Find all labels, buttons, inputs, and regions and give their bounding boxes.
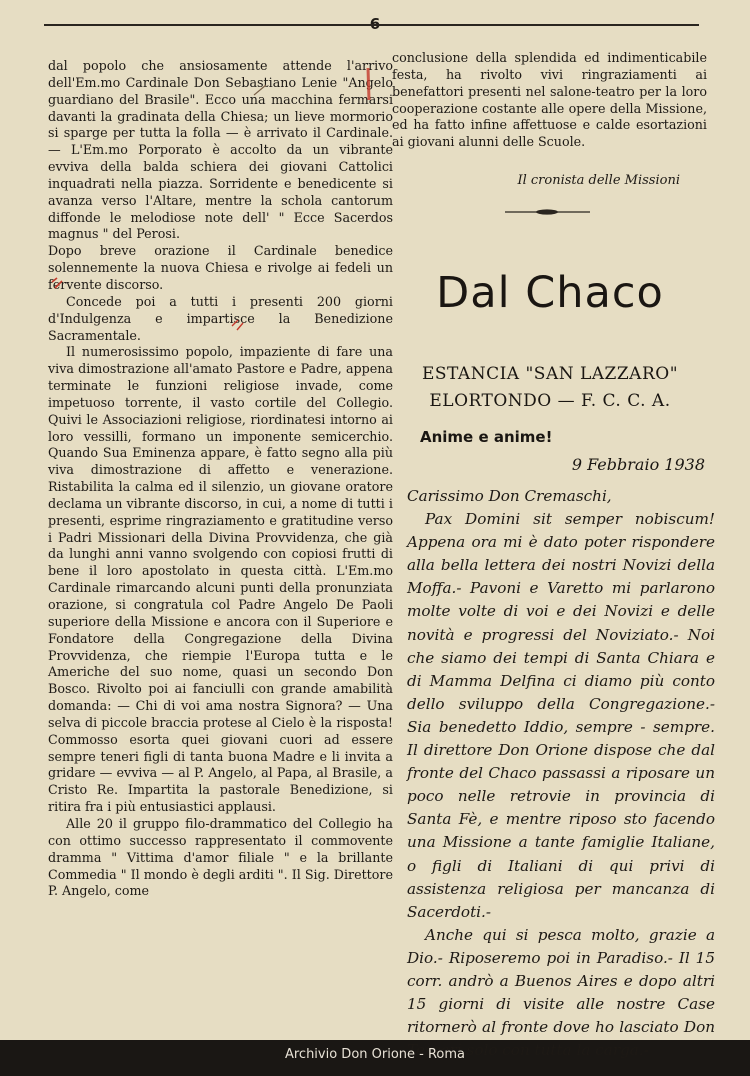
letter-body (407, 485, 715, 1062)
left-column (48, 58, 393, 900)
letter-date: 9 Febbraio 1938 (571, 455, 705, 474)
left-paragraph-3: Concede poi a tutti i presenti 200 giorni d'Indulgenza e impartisce la Benedizione Sacramentale. (48, 293, 393, 343)
left-paragraph-2: Dopo breve orazione il Cardinale benedice solennemente la nuova Chiesa e rivolge ai fedeli un fervente discorso. (48, 243, 393, 292)
location-block (395, 361, 705, 415)
location-line-1: ESTANCIA "SAN LAZZARO" (421, 364, 679, 384)
location-line-2: ELORTONDO — F. C. C. A. (429, 391, 671, 411)
right-column-continuation: conclusione della splendida ed indimenticabile festa, ha rivolto vivi ringraziamenti ai benefattori presenti nel salone-teatro per la loro cooperazione costante alle opere della Missione, ed ha fatto infine affettuose e calde esortazioni ai giovani alunni delle Scuole. (392, 50, 707, 150)
archive-footer: Archivio Don Orione - Roma (284, 1047, 466, 1062)
left-paragraph-4: Il numerosissimo popolo, impaziente di fare una viva dimostrazione all'amato Pastore e Padre, appena terminate le funzioni religiose invade, come impetuoso torrente, il vasto cortile del Collegio. Quivi le Associazioni religiose, riordinatesi intorno ai loro vessilli, formano un imponente semicerchio. Quando Sua Eminenza appare, è fatto segno alla più viva dimostrazione di affetto e venerazione. Ristabilita la calma ed il silenzio, un giovane oratore declama un vibrante discorso, in cui, a nome di tutti i presenti, esprime ringraziamento e gratitudine verso i Padri Missionari della Divina Provvidenza, che già da lunghi anni vanno svolgendo con copiosi frutti di bene il loro apostolato in questa città. L'Em.mo Cardinale rimarcando alcuni punti della pronunziata orazione, si congratula col Padre Angelo De Paoli superiore della Missione e ancora con il Superiore e Fondatore della Congregazione della Divina Provvidenza, che riempie l'Europa tutta e le Americhe del suo nome, quasi un secondo Don Bosco. Rivolto poi ai fanciulli con grande amabilità domanda: — Chi di voi ama nostra Signora? — Una selva di piccole braccia protese al Cielo è la risposta! Commosso esorta quei giovani cuori ad essere sempre teneri figli di tanta buona Madre e li invita a gridare — evviva — al P. Angelo, al Papa, al Brasile, a Cristo Re. Impartita la pastorale Benedizione, si ritira fra i più entusiastici applausi. (48, 344, 393, 815)
left-paragraph-1: dal popolo che ansiosamente attende l'arrivo dell'Em.mo Cardinale Don Sebastiano Lenie "Angelo guardiano del Brasile". Ecco una macchina fermarsi davanti la gradinata della Chiesa; un lieve mormorio si sparge per tutta la folla — è arrivato il Cardinale. — L'Em.mo Porporato è accolto da un vibrante evviva della balda schiera dei giovani Cattolici inquadrati nella piazza. Sorridente e benedicente si avanza verso l'Altare, mentre la schola cantorum diffonde le melodiose note dell' " Ecce Sacerdos magnus " del Perosi. (48, 58, 393, 242)
letter-paragraph-2: Anche qui si pesca molto, grazie a Dio.- Riposeremo poi in Paradiso.- Il 15 corr. andrò a Buenos Aires e dopo altri 15 giorni di visite alle nostre Case ritornerò al fronte dove ho lasciato Don Tessari solo con tutta la carga.- (407, 925, 715, 1060)
page-number: — 6 — (349, 15, 401, 33)
chronicler-signature: Il cronista delle Missioni (517, 173, 680, 188)
letter-salutation: Carissimo Don Cremaschi, (407, 487, 612, 505)
article-subheading: Anime e anime! (420, 428, 553, 446)
letter-paragraph-1: Pax Domini sit semper nobiscum! Appena ora mi è dato poter rispondere alla bella lettera dei nostri Novizi della Moffa.- Pavoni e Varetto mi parlarono molte volte di voi e dei Novizi e delle novità e progressi del Noviziato.- Noi che siamo dei tempi di Santa Chiara e di Mamma Delfina ci diamo più conto dello sviluppo della Congregazione.- Sia benedetto Iddio, sempre - sempre. Il direttore Don Orione dispose che dal fronte del Chaco passassi a riposare un poco nelle retrovie in provincia di Santa Fè, e mentre riposo sto facendo una Missione a tante famiglie Italiane, o figli di Italiani di qui privi di assistenza religiosa per mancanza di Sacerdoti.- (407, 510, 715, 921)
header-rule (44, 24, 699, 26)
article-headline: Dal Chaco (436, 268, 664, 318)
ornament-divider (505, 207, 590, 217)
left-paragraph-5: Alle 20 il gruppo filo-drammatico del Collegio ha con ottimo successo rappresentato il commovente dramma " Vittima d'amor filiale " e la brillante Commedia " Il mondo è degli arditi ". Il Sig. Direttore P. Angelo, come (48, 815, 393, 899)
